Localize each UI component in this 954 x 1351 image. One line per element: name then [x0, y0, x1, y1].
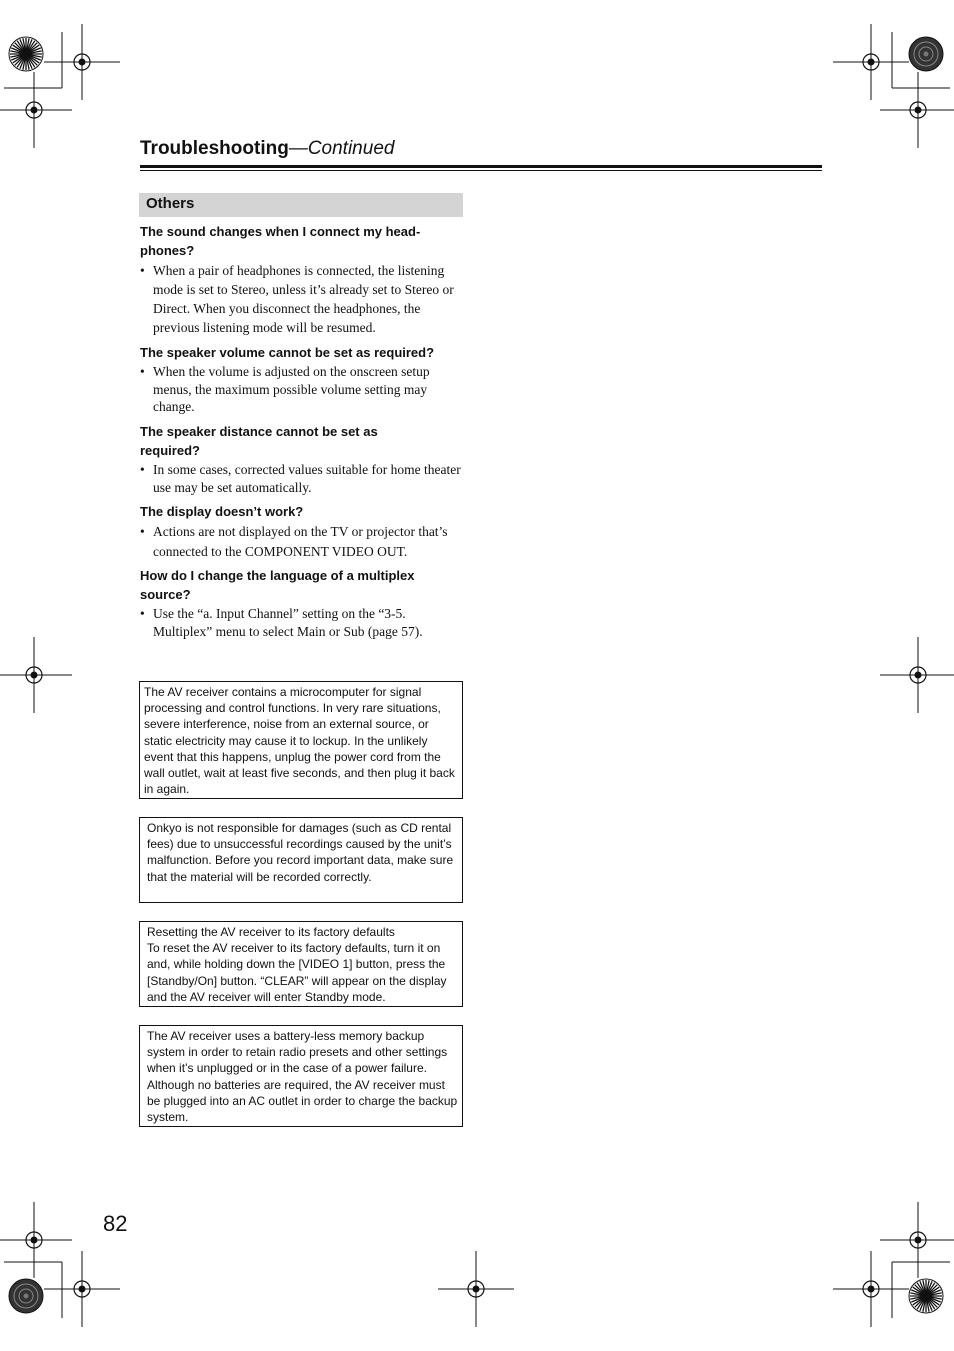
header-rule-thin	[140, 170, 822, 171]
note-content	[140, 922, 462, 1007]
faq-question	[140, 566, 464, 604]
bullet-marker: •	[140, 606, 145, 621]
faq-question-line: The speaker volume cannot be set as required?	[140, 345, 435, 360]
faq-question-line: phones?	[140, 243, 195, 258]
faq-question-line: required?	[140, 443, 200, 458]
faq-question-line: How do I change the language of a multiplex	[140, 568, 415, 583]
note-box-factory-reset	[139, 921, 463, 1007]
faq-answer-text: In some cases, corrected values suitable for home theater use may be set automatically.	[153, 462, 461, 495]
faq-answer-text: Actions are not displayed on the TV or projector that’s connected to the COMPONENT VIDEO OUT.	[153, 524, 448, 559]
faq-item	[140, 422, 464, 496]
bullet-marker: •	[140, 263, 145, 278]
note-text: To reset the AV receiver to its factory defaults, turn it on and, while holding down the [VIDEO 1] button, press the [Standby/On] button. “CLEAR” will appear on the display and the AV receiver will enter Standby mode.	[147, 941, 447, 1004]
faq-item	[140, 222, 464, 337]
faq-answer-text: When the volume is adjusted on the onscreen setup menus, the maximum possible volume setting may change.	[153, 364, 430, 414]
faq-answer-text: Use the “a. Input Channel” setting on the “3-5. Multiplex” menu to select Main or Sub (page 57).	[153, 606, 423, 639]
faq-item	[140, 566, 464, 640]
faq-question	[140, 343, 464, 362]
bullet-marker: •	[140, 462, 145, 477]
faq-item	[140, 343, 464, 416]
page-number: 82	[103, 1211, 128, 1236]
faq-answer-text: When a pair of headphones is connected, the listening mode is set to Stereo, unless it’s already set to Stereo or Direct. When you disconnect the headphones, the previous listening mode will be resumed.	[153, 263, 454, 335]
page-title-continued: —Continued	[288, 138, 395, 159]
faq-answer	[140, 522, 464, 561]
note-text: The AV receiver contains a microcomputer for signal processing and control functions. In very rare situations, severe interference, noise from an external source, or static electricity may cause it to lockup. In the unlikely event that this happens, unplug the power cord from the wall outlet, wait at least five seconds, and then plug it back in again.	[144, 685, 455, 797]
faq-item	[140, 502, 464, 561]
bullet-marker: •	[140, 524, 145, 539]
faq-answer	[140, 605, 464, 640]
faq-question-line: source?	[140, 587, 191, 602]
note-text: Onkyo is not responsible for damages (such as CD rental fees) due to unsuccessful recordings caused by the unit’s malfunction. Before you record important data, make sure that the material will be recorded correctly.	[147, 821, 454, 884]
faq-question	[140, 502, 464, 521]
faq-question	[140, 422, 464, 460]
faq-question-line: The speaker distance cannot be set as	[140, 424, 378, 439]
faq-answer	[140, 261, 464, 337]
note-title: Resetting the AV receiver to its factory defaults	[147, 925, 395, 939]
page-title-main: Troubleshooting	[140, 138, 289, 159]
faq-answer	[140, 363, 464, 416]
note-box-liability	[139, 817, 463, 903]
page-header	[140, 138, 822, 160]
page-title	[140, 138, 822, 160]
note-text: The AV receiver uses a battery-less memory backup system in order to retain radio presets and other settings when it’s unplugged or in the case of a power failure. Although no batteries are required, the AV receiver must be plugged into an AC outlet in order to charge the backup system.	[147, 1029, 458, 1125]
section-heading	[139, 193, 463, 217]
note-box-memory-backup	[139, 1025, 463, 1127]
faq-question	[140, 222, 464, 260]
faq-question-line: The display doesn’t work?	[140, 504, 304, 519]
faq-question-line: The sound changes when I connect my head-	[140, 224, 421, 239]
faq-answer	[140, 461, 464, 496]
header-rule-thick	[140, 165, 822, 168]
bullet-marker: •	[140, 364, 145, 379]
note-box-microcomputer	[139, 681, 463, 799]
section-title: Others	[146, 195, 195, 212]
